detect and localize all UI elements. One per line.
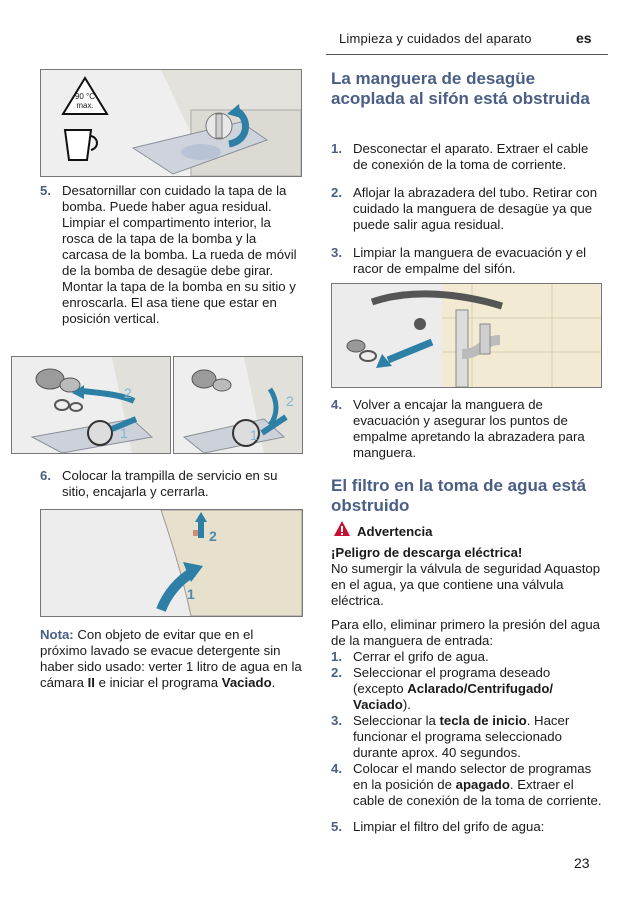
warning-title: Advertencia	[357, 524, 433, 539]
hose-step-2: 2. Aflojar la abrazadera del tubo. Retirar con cuidado la manguera de desagüe ya que puede salir agua residual.	[331, 185, 598, 232]
section-heading-inlet-filter: El filtro en la toma de agua está obstruido	[331, 476, 587, 515]
header-language: es	[576, 30, 592, 46]
program-name: Vaciado	[221, 675, 272, 690]
step-text-3: Montar la tapa de la bomba en su sitio y enroscarla. El asa tiene que estar en posición vertical.	[62, 279, 296, 326]
note-label: Nota:	[40, 627, 74, 642]
temperature-label: 90 °C	[74, 92, 96, 101]
pump-cleaning-illustration-b	[173, 356, 303, 454]
warning-text: No sumergir la válvula de seguridad Aquastop en el agua, ya que contiene una válvula eléctrica.	[331, 561, 601, 608]
arrow-label-1: 1	[187, 586, 195, 602]
hose-step-3: 3. Limpiar la manguera de evacuación y el racor de empalme del sifón.	[331, 245, 587, 276]
max-label: max.	[76, 101, 94, 110]
arrow-label-2: 2	[286, 393, 294, 409]
step-number: 5.	[40, 183, 51, 198]
warning-headline: ¡Peligro de descarga eléctrica!	[331, 545, 523, 560]
service-flap-illustration	[40, 509, 303, 617]
arrow-label-2: 2	[209, 528, 217, 544]
pump-cover-illustration	[40, 69, 302, 177]
arrow-label-2: 2	[124, 385, 132, 401]
bucket-icon	[61, 122, 99, 162]
page-number: 23	[574, 855, 590, 871]
chamber-label: II	[87, 675, 95, 690]
section-heading-drain-hose: La manguera de desagüe acoplada al sifón está obstruida	[331, 69, 590, 108]
filter-step-3: 3. Seleccionar la tecla de inicio. Hacer funcionar el programa seleccionado durante aprox. 40 segundos.	[331, 713, 570, 760]
step-5	[40, 183, 302, 327]
step-text-2: Limpiar el compartimento interior, la rosca de la tapa de la bomba y la carcasa de la bomba. La rueda de móvil de la bomba de desagüe debe girar.	[62, 215, 297, 278]
header-section-title: Limpieza y cuidados del aparato	[339, 31, 532, 46]
filter-step-1: 1. Cerrar el grifo de agua.	[331, 649, 489, 664]
hose-step-1: 1. Desconectar el aparato. Extraer el cable de conexión de la toma de corriente.	[331, 141, 589, 172]
filter-intro: Para ello, eliminar primero la presión del agua de la manguera de entrada:	[331, 617, 601, 648]
step-text: Colocar la trampilla de servicio en su sitio, encajarla y cerrarla.	[62, 468, 278, 499]
step-6	[40, 468, 302, 500]
warning-icon	[333, 520, 351, 537]
step-text-1: Desatornillar con cuidado la tapa de la bomba. Puede haber agua residual.	[62, 183, 287, 214]
step-number: 6.	[40, 468, 51, 483]
arrow-label-1: 1	[250, 427, 258, 443]
filter-step-5: 5. Limpiar el filtro del grifo de agua:	[331, 819, 545, 834]
filter-step-4: 4. Colocar el mando selector de programas en la posición de apagado. Extraer el cable de conexión de la toma de corriente.	[331, 761, 602, 808]
pump-cleaning-illustration-a	[11, 356, 171, 454]
hose-step-4: 4. Volver a encajar la manguera de evacuación y asegurar los puntos de empalme apretando la abrazadera para manguera.	[331, 397, 585, 460]
filter-step-2: 2. Seleccionar el programa deseado (excepto Aclarado/Centrifugado/ Vaciado).	[331, 665, 554, 712]
siphon-illustration	[331, 283, 602, 388]
note-paragraph: Nota: Con objeto de evitar que en el próximo lavado se evacue detergente sin haber sido usado: verter 1 litro de agua en la cámara II e iniciar el programa Vaciado.	[40, 627, 302, 690]
header-divider	[326, 54, 608, 55]
arrow-label-1: 1	[120, 425, 128, 441]
